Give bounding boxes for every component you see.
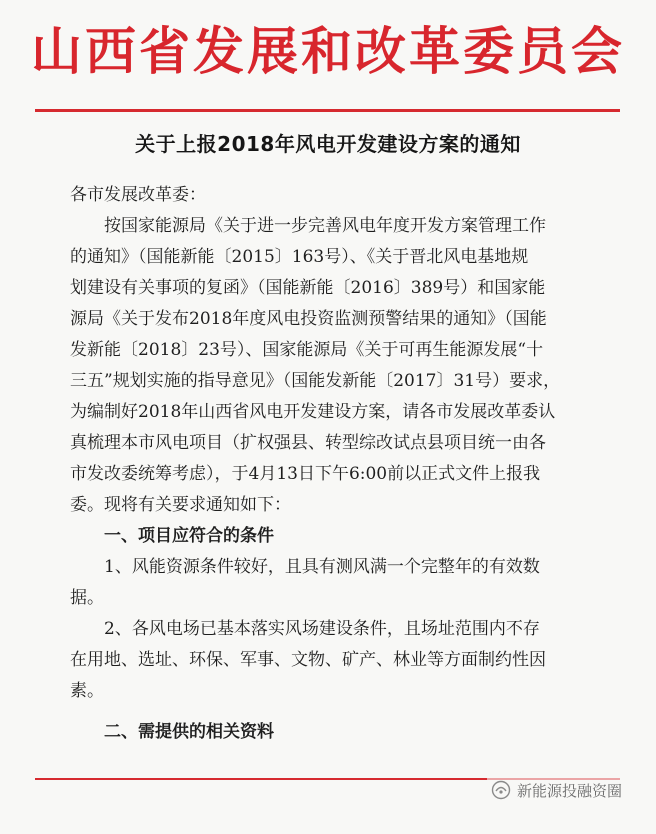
document-title: 关于上报2018年风电开发建设方案的通知 xyxy=(135,132,521,156)
item-2-line: 2、各风电场已基本落实风场建设条件，且场址范围内不存 xyxy=(104,619,540,639)
item-2-line: 素。 xyxy=(70,681,104,701)
item-1-line: 据。 xyxy=(70,588,104,608)
body-line: 三五”规划实施的指导意见》（国能发新能〔2017〕31号）要求， xyxy=(70,371,561,391)
salutation: 各市发展改革委： xyxy=(70,185,206,205)
body-line: 划建设有关事项的复函》（国能新能〔2016〕389号）和国家能 xyxy=(70,278,546,298)
body-line: 市发改委统筹考虑），于4月13日下午6:00前以正式文件上报我 xyxy=(70,464,541,484)
section-heading-2: 二、需提供的相关资料 xyxy=(104,722,274,742)
body-line: 的通知》（国能新能〔2015〕163号）、《关于晋北风电基地规 xyxy=(70,247,529,267)
item-1-line: 1、风能资源条件较好，且具有测风满一个完整年的有效数 xyxy=(104,557,540,577)
source-watermark xyxy=(487,775,626,805)
wechat-channel-icon xyxy=(491,780,511,800)
body-line: 为编制好2018年山西省风电开发建设方案，请各市发展改革委认 xyxy=(70,402,556,422)
body-line: 发新能〔2018〕23号）、国家能源局《关于可再生能源发展“十 xyxy=(70,340,544,360)
section-heading-1: 一、项目应符合的条件 xyxy=(104,526,274,546)
body-line: 源局《关于发布2018年度风电投资监测预警结果的通知》（国能 xyxy=(70,309,547,329)
organization-letterhead: 山西省发展和改革委员会 xyxy=(30,22,625,82)
body-line: 真梳理本市风电项目（扩权强县、转型综改试点县项目统一由各 xyxy=(70,433,546,453)
body-line: 按国家能源局《关于进一步完善风电年度开发方案管理工作 xyxy=(104,216,546,236)
watermark-text: 新能源投融资圈 xyxy=(516,781,622,800)
body-line: 委。现将有关要求通知如下： xyxy=(70,495,291,515)
item-2-line: 在用地、选址、环保、军事、文物、矿产、林业等方面制约性因 xyxy=(70,650,546,670)
